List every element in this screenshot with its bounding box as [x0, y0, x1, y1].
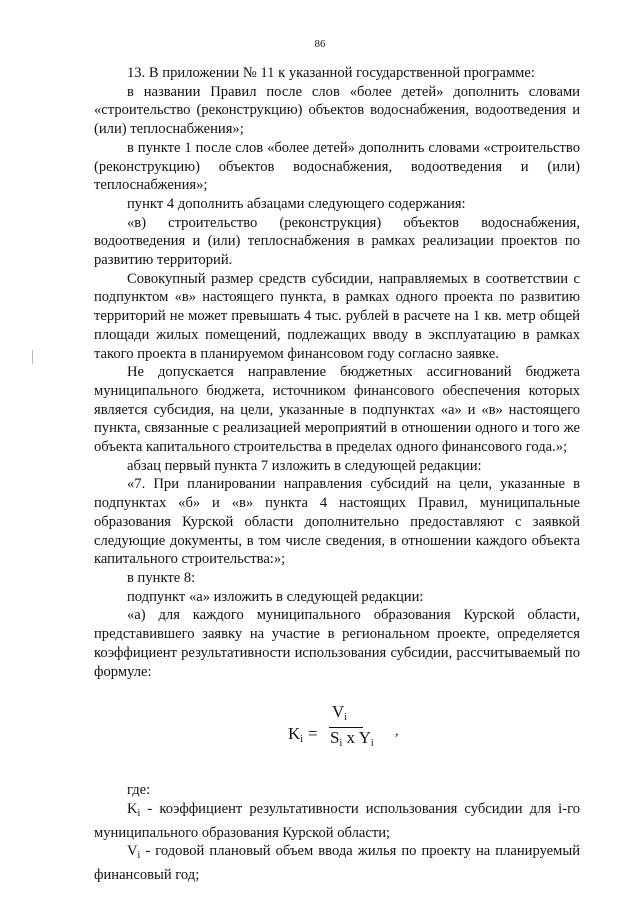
paragraph: 13. В приложении № 11 к указанной государственной программе:: [127, 65, 535, 81]
margin-mark: [32, 350, 33, 364]
paragraph: в пункте 8:: [127, 569, 196, 586]
formula-numerator: $V_i$: [332, 702, 348, 724]
paragraph: «а) для каждого муниципального образования Курской области, представившего заявку на участие в региональном проекте, определяется коэффициент результативности использования субсидии, рассчитываемый по формуле:: [94, 607, 580, 680]
paragraph: «7. При планировании направления субсидий на цели, указанные в подпунктах «б» и «в» пункта 4 настоящих Правил, муниципальные образования Курской области дополнительно предоставляют с заявкой следующие документы, в том числе сведения, в отношении каждого объекта капитального строительства:»;: [94, 476, 580, 568]
paragraph: абзац первый пункта 7 изложить в следующей редакции:: [127, 457, 482, 474]
paragraph: «в) строительство (реконструкция) объектов водоснабжения, водоотведения и (или) теплоснабжения в рамках реализации проектов по развитию территорий.: [94, 214, 580, 269]
formula: [94, 699, 580, 775]
formula-lhs: $K_i$: [288, 724, 304, 746]
formula-comma: ,: [395, 724, 399, 740]
formula-equals: =: [308, 724, 318, 744]
page-number: 86: [314, 38, 326, 50]
paragraph: Совокупный размер средств субсидии, направляемых в соответствии с подпунктом «в» настоящего пункта, в рамках одного проекта по развитию территорий не может превышать 4 тыс. рублей в расчете на 1 кв. метр общей площади жилых помещений, подлежащих вводу в эксплуатацию в рамках такого проекта в планируемом финансовом году согласно заявке.: [94, 270, 580, 362]
definition-v: $V_i$ - годовой плановый объем ввода жилья по проекту на планируемый финансовый год;: [94, 843, 580, 884]
paragraph: в пункте 1 после слов «более детей» дополнить словами «строительство (реконструкцию) объектов водоснабжения, водоотведения и (или) теплоснабжения»;: [94, 139, 580, 194]
definition-k: $K_i$ - коэффициент результативности использования субсидии для i-го муниципального образования Курской области;: [94, 800, 580, 841]
where-label: где:: [127, 782, 151, 799]
formula-denominator: $S_i$ x $Y_i$: [330, 728, 374, 750]
paragraph: подпункт «а» изложить в следующей редакции:: [127, 588, 424, 605]
document-body: [94, 64, 580, 885]
paragraph: в названии Правил после слов «более детей» дополнить словами «строительство (реконструкцию) объектов водоснабжения, водоотведения и (или) теплоснабжения»;: [94, 83, 580, 138]
paragraph: пункт 4 дополнить абзацами следующего содержания:: [127, 195, 466, 212]
paragraph: Не допускается направление бюджетных ассигнований бюджета муниципального бюджета, источником финансового обеспечения которых является субсидия, на цели, указанные в подпунктах «а» и «в» настоящего пункта, связанные с реализацией мероприятий в отношении одного и того же объекта капитального строительства в пределах одного финансового года.»;: [94, 364, 580, 456]
